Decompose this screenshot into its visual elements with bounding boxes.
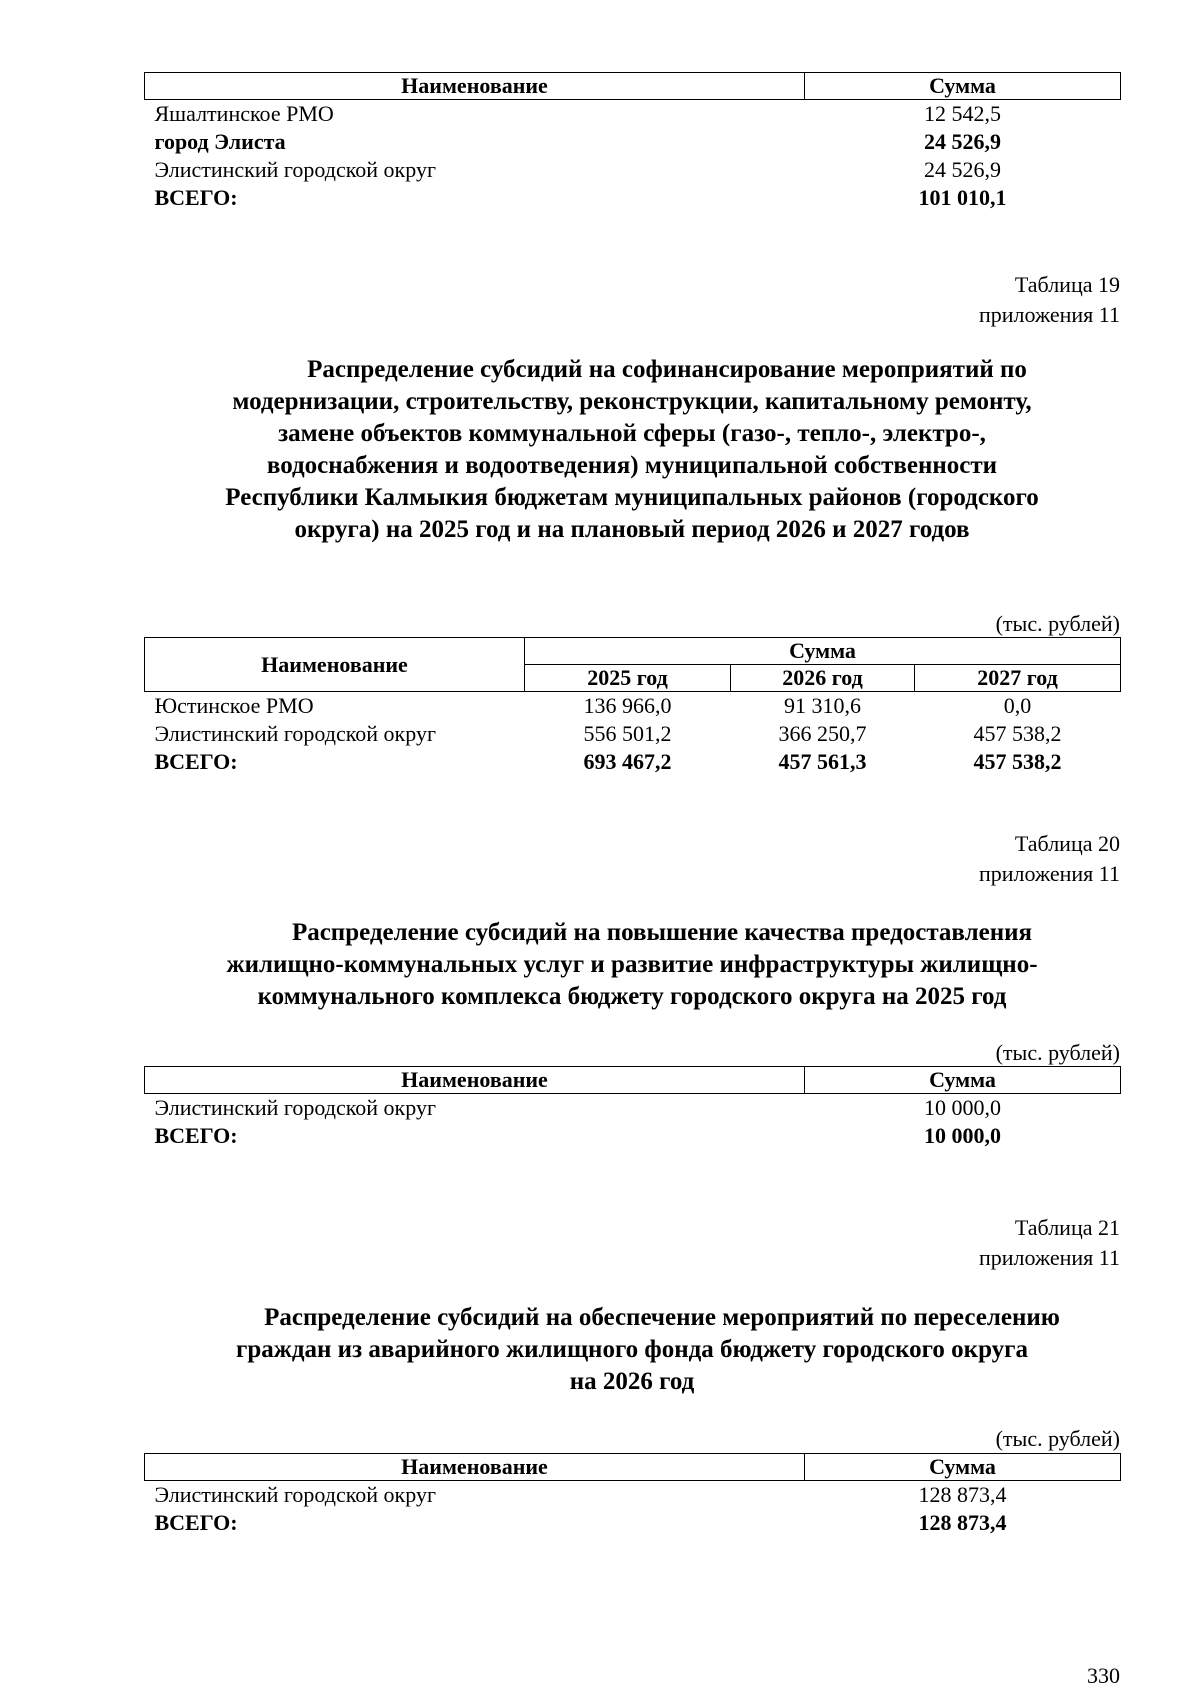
page-number: 330 — [1087, 1663, 1120, 1688]
table-19-title — [144, 354, 1120, 546]
column-header-2025: 2025 год — [525, 665, 731, 692]
column-header-2026: 2026 год — [731, 665, 915, 692]
row-name: Элистинский городской округ — [154, 157, 436, 182]
title-line: Распределение субсидий на софинансирование мероприятий по — [307, 356, 1027, 383]
row-name: Юстинское РМО — [154, 693, 314, 718]
title-line: жилищно-коммунальных услуг и развитие инфраструктуры жилищно- — [226, 951, 1038, 978]
row-name: ВСЕГО: — [154, 1510, 238, 1535]
table-20 — [144, 1066, 1121, 1150]
total-row — [145, 1122, 1121, 1150]
row-sum: 10 000,0 — [924, 1095, 1001, 1120]
table-row — [145, 156, 1121, 184]
total-row — [145, 1509, 1121, 1537]
row-sum: 24 526,9 — [924, 157, 1001, 182]
column-header-sum: Сумма — [805, 1454, 1121, 1481]
row-2025: 693 467,2 — [583, 749, 672, 774]
table-21 — [144, 1453, 1121, 1537]
row-sum: 128 873,4 — [918, 1482, 1007, 1507]
row-2027: 457 538,2 — [973, 721, 1062, 746]
table-20-reference — [979, 829, 1120, 889]
title-line: коммунального комплекса бюджету городского округа на 2025 год — [257, 983, 1007, 1010]
column-header-name: Наименование — [145, 638, 525, 692]
total-row — [145, 748, 1121, 776]
row-name: ВСЕГО: — [154, 1123, 238, 1148]
column-header-2027: 2027 год — [915, 665, 1121, 692]
row-2025: 556 501,2 — [583, 721, 672, 746]
table-row — [145, 1481, 1121, 1510]
title-line: Распределение субсидий на повышение качества предоставления — [291, 919, 1033, 946]
row-2027: 0,0 — [1003, 693, 1032, 718]
row-name: ВСЕГО: — [154, 749, 238, 774]
table-19-reference — [979, 270, 1120, 330]
title-line: Распределение субсидий на обеспечение мероприятий по переселению — [264, 1304, 1060, 1331]
appendix-ref: приложения 11 — [978, 861, 1120, 886]
table-header — [145, 1454, 1121, 1481]
table-row — [145, 100, 1121, 129]
title-line: водоснабжения и водоотведения) муниципальной собственности — [266, 452, 998, 479]
table-21-reference — [979, 1213, 1120, 1273]
table-row — [145, 692, 1121, 721]
table-21-title — [144, 1302, 1120, 1398]
appendix-ref: приложения 11 — [978, 302, 1120, 327]
row-name: Элистинский городской округ — [154, 1095, 436, 1120]
table-20-title — [144, 917, 1120, 1013]
row-2025: 136 966,0 — [583, 693, 672, 718]
row-sum: 128 873,4 — [918, 1510, 1007, 1535]
title-line: на 2026 год — [569, 1368, 695, 1395]
title-line: Республики Калмыкия бюджетам муниципальных районов (городского — [225, 484, 1039, 511]
row-sum: 12 542,5 — [924, 101, 1001, 126]
column-header-sum: Сумма — [805, 73, 1121, 100]
title-line: граждан из аварийного жилищного фонда бюджету городского округа — [236, 1336, 1028, 1363]
column-header-sum: Сумма — [805, 1067, 1121, 1094]
table-18 — [144, 72, 1121, 212]
table-number: Таблица 19 — [1014, 272, 1120, 297]
row-2027: 457 538,2 — [973, 749, 1062, 774]
units-label: (тыс. рублей) — [995, 611, 1120, 636]
title-line: замене объектов коммунальной сферы (газо-, тепло-, электро-, — [278, 420, 986, 447]
row-2026: 457 561,3 — [778, 749, 867, 774]
table-header — [145, 73, 1121, 100]
row-name: Элистинский городской округ — [154, 721, 436, 746]
units-label: (тыс. рублей) — [995, 1426, 1120, 1451]
column-header-sum: Сумма — [525, 638, 1121, 665]
title-line: округа) на 2025 год и на плановый период 2026 и 2027 годов — [294, 516, 970, 543]
units-label: (тыс. рублей) — [995, 1040, 1120, 1065]
table-19 — [144, 637, 1121, 776]
total-row — [145, 184, 1121, 212]
row-name: город Элиста — [154, 129, 286, 154]
table-row — [145, 1094, 1121, 1123]
table-row — [145, 720, 1121, 748]
column-header-name: Наименование — [145, 1067, 805, 1094]
table-header — [145, 1067, 1121, 1094]
row-2026: 91 310,6 — [784, 693, 861, 718]
row-sum: 10 000,0 — [924, 1123, 1001, 1148]
row-sum: 101 010,1 — [918, 185, 1007, 210]
column-header-name: Наименование — [145, 1454, 805, 1481]
table-number: Таблица 20 — [1014, 831, 1120, 856]
table-row — [145, 128, 1121, 156]
row-name: ВСЕГО: — [154, 185, 238, 210]
row-name: Элистинский городской округ — [154, 1482, 436, 1507]
row-sum: 24 526,9 — [924, 129, 1001, 154]
row-2026: 366 250,7 — [778, 721, 867, 746]
table-header — [145, 638, 1121, 665]
appendix-ref: приложения 11 — [978, 1245, 1120, 1270]
row-name: Яшалтинское РМО — [154, 101, 334, 126]
column-header-name: Наименование — [145, 73, 805, 100]
table-number: Таблица 21 — [1014, 1215, 1120, 1240]
title-line: модернизации, строительству, реконструкции, капитальному ремонту, — [232, 388, 1032, 415]
